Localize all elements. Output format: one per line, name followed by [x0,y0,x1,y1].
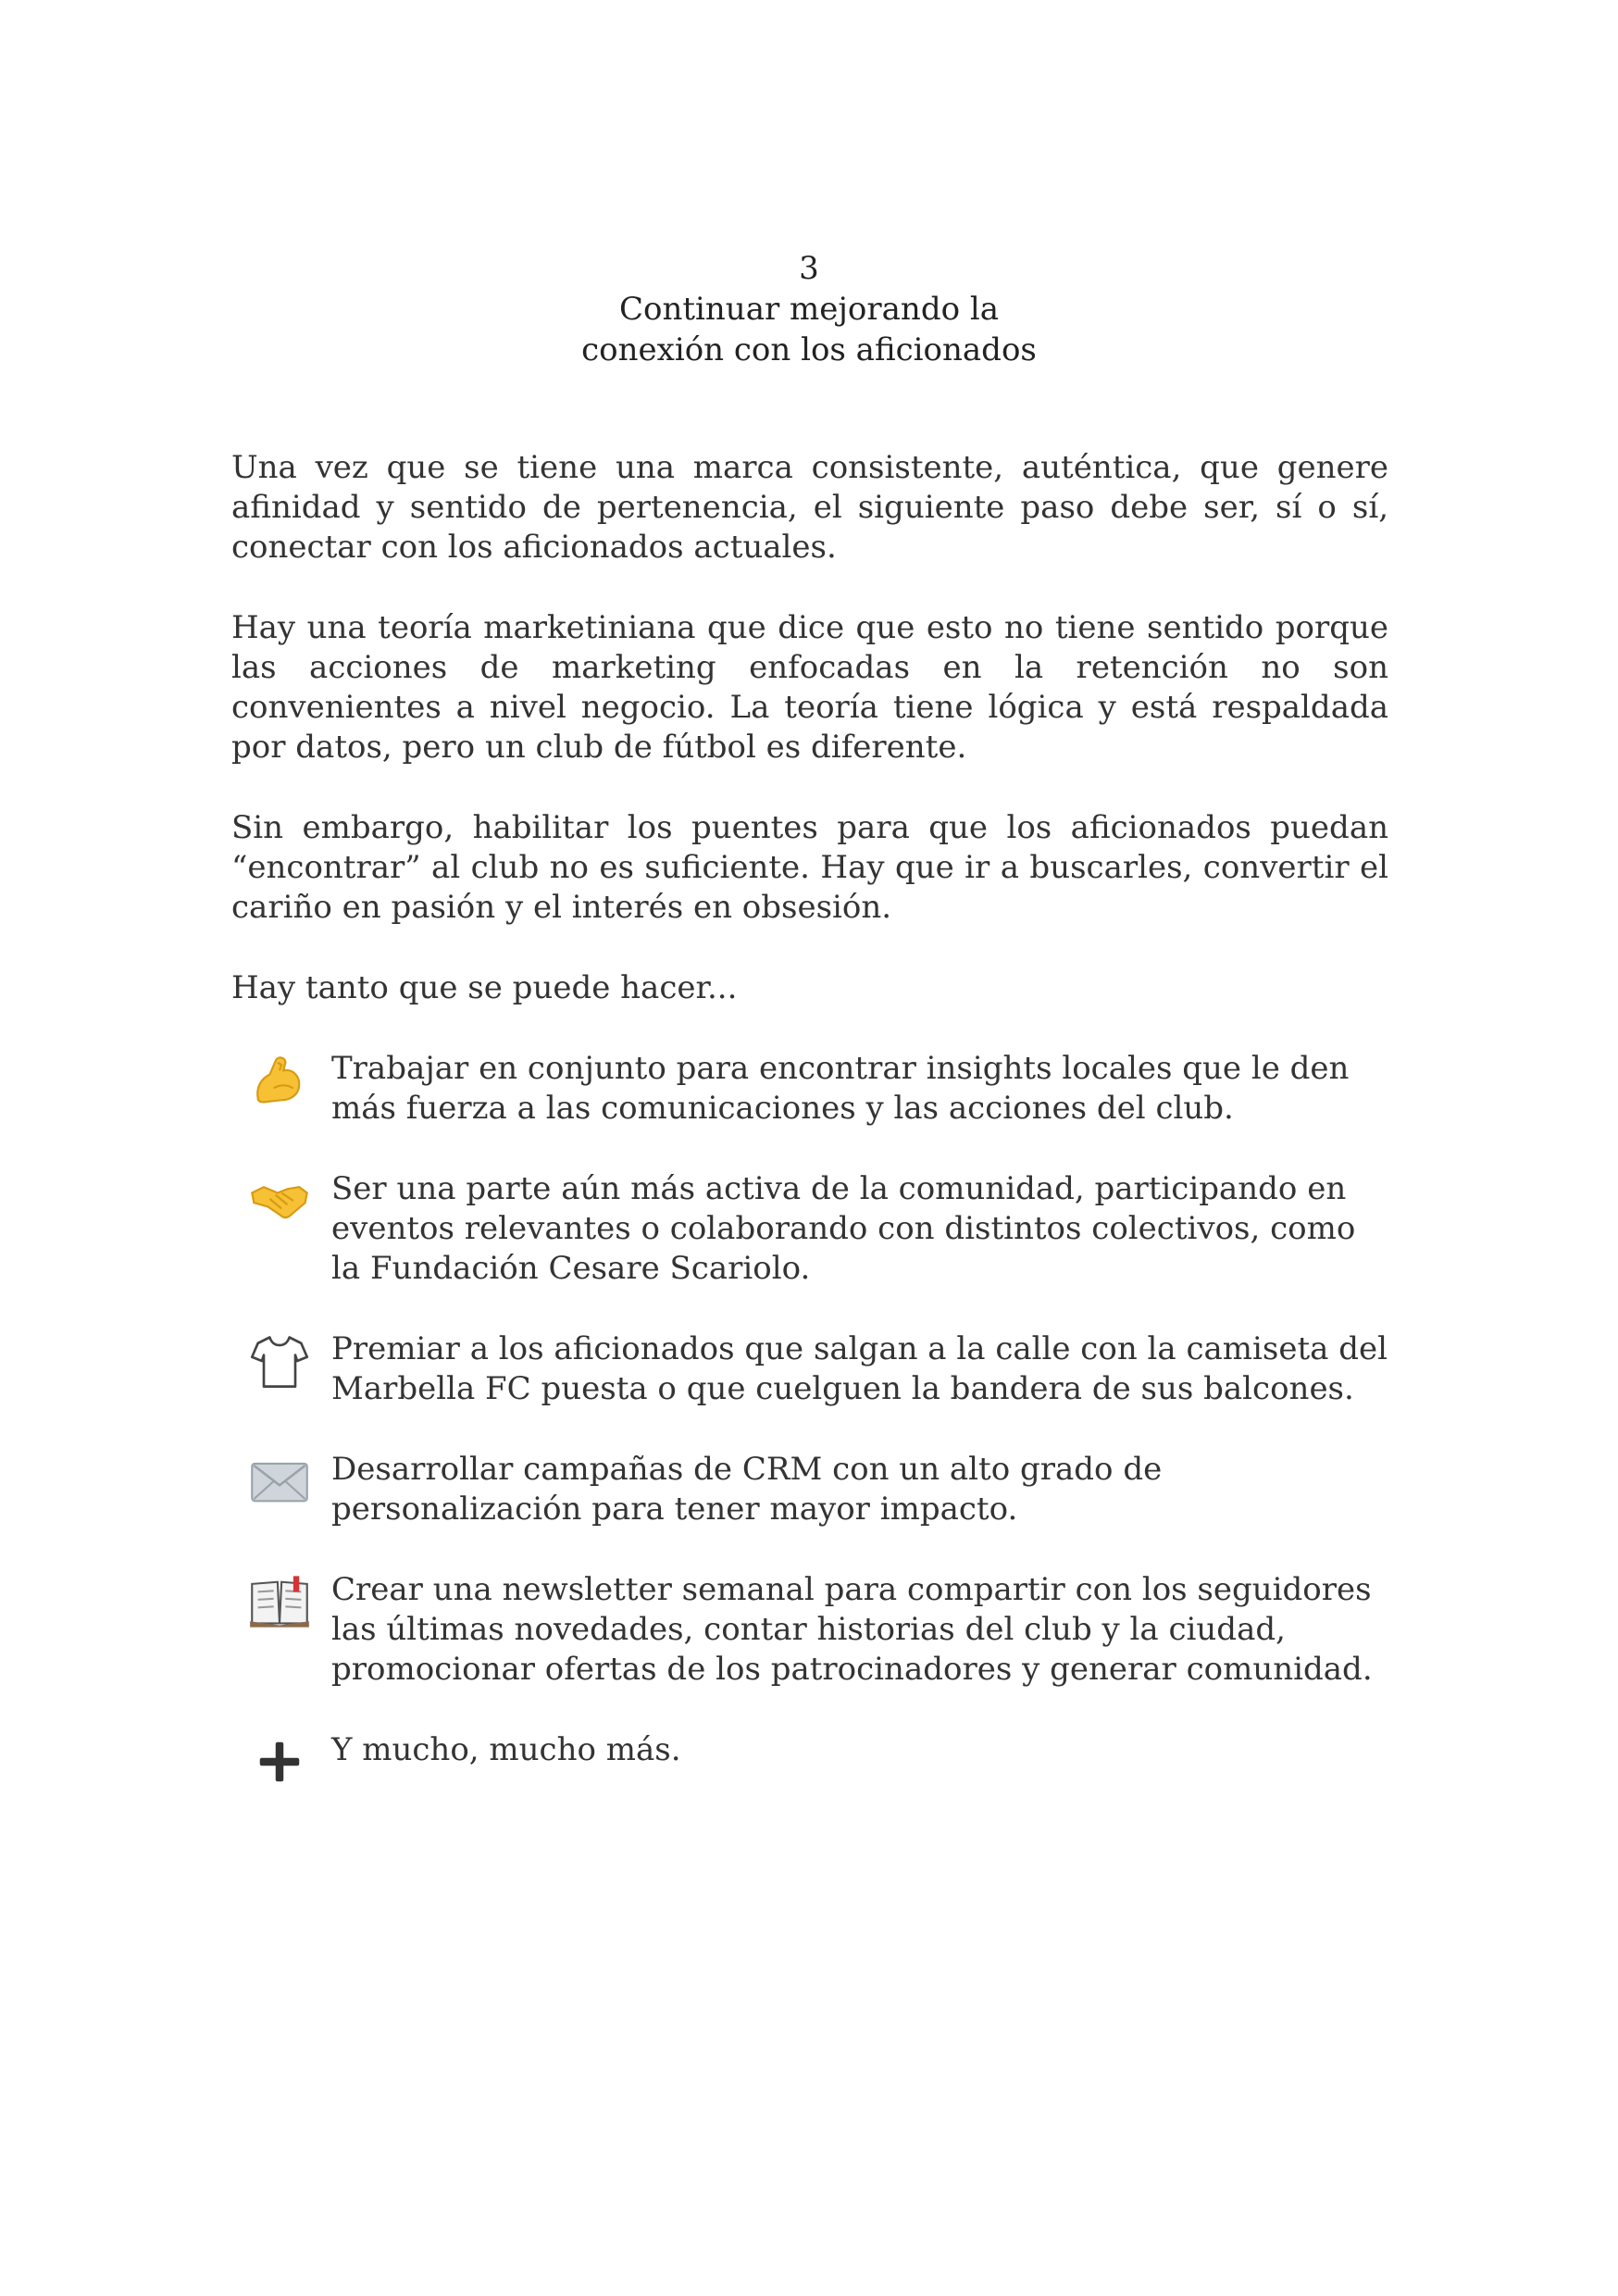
list-item [231,1329,1388,1409]
section-title-line-1: Continuar mejorando la [618,291,1000,328]
envelope-icon [248,1450,311,1513]
paragraph-intro: Una vez que se tiene una marca consistente, auténtica, que genere afinidad y sentido de pertenencia, el siguiente paso debe ser, sí o sí, conectar con los aficionados actuales. [231,449,1388,566]
section-number: 3 [799,250,819,287]
list-item-text: Premiar a los aficionados que salgan a la calle con la camiseta del Marbella FC puesta o que cuelguen la bandera de sus balcones. [331,1330,1388,1407]
handshake-icon [248,1169,311,1232]
paragraph-bridges: Sin embargo, habilitar los puentes para que los aficionados puedan “encontrar” al club no es suficiente. Hay que ir a buscarles, convertir el cariño en pasión y el interés en obsesión. [231,809,1388,926]
list-item [231,1049,1388,1129]
section-title-line-2: conexión con los aficionados [581,331,1037,368]
t-shirt-icon [248,1329,311,1392]
list-item [231,1730,1388,1786]
section-body [231,448,1388,1827]
plus-icon [248,1730,311,1793]
flexed-biceps-icon [248,1049,311,1112]
list-item-text: Desarrollar campañas de CRM con un alto grado de personalización para tener mayor impacto. [331,1451,1163,1528]
paragraph-list-intro: Hay tanto que se puede hacer... [231,969,738,1006]
list-item-text: Trabajar en conjunto para encontrar insights locales que le den más fuerza a las comunicaciones y las acciones del club. [331,1050,1350,1127]
list-item [231,1450,1388,1529]
list-item-text: Crear una newsletter semanal para compartir con los seguidores las últimas novedades, contar historias del club y la ciudad, promocionar ofertas de los patrocinadores y generar comunidad. [331,1571,1373,1688]
list-item [231,1169,1388,1289]
list-item [231,1570,1388,1690]
action-list [231,1049,1388,1786]
section-heading [0,248,1618,370]
open-book-icon [248,1570,311,1633]
paragraph-theory: Hay una teoría marketiniana que dice que esto no tiene sentido porque las acciones de marketing enfocadas en la retención no son convenientes a nivel negocio. La teoría tiene lógica y está respaldada por datos, pero un club de fútbol es diferente. [231,609,1388,766]
list-item-text: Ser una parte aún más activa de la comunidad, participando en eventos relevantes o colaborando con distintos colectivos, como la Fundación Cesare Scariolo. [331,1170,1356,1287]
list-item-text: Y mucho, mucho más. [331,1731,681,1768]
